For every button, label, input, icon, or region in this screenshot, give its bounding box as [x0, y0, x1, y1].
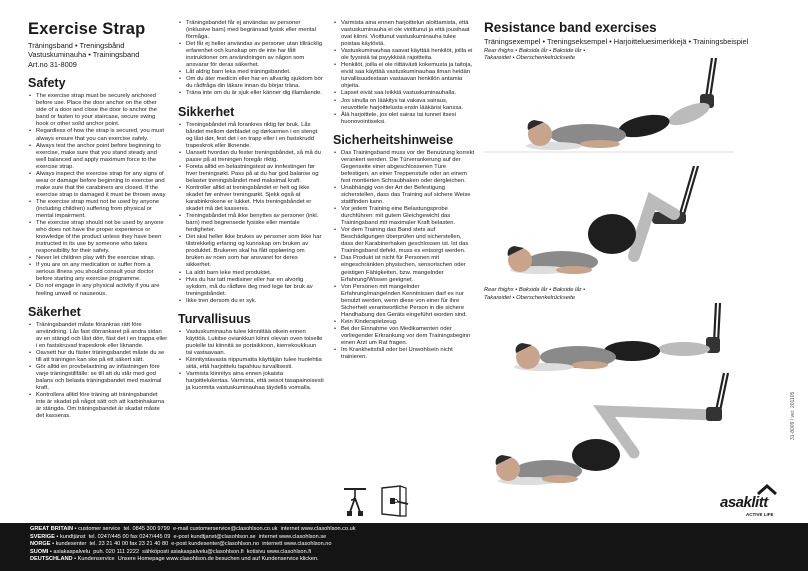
- list-item: • The exercise strap should not be used by anyone who does not have the proper experience or knowledge of the product unless they have been instructed in its use by someone who takes responsibility for their safety.: [28, 220, 168, 255]
- exercises-heading: Resistance band exercises: [484, 20, 657, 35]
- exercise-caption: Rear thighs • Baksida lår • Bakside lår •: [484, 287, 586, 293]
- list-item: • Kiinnitystavasta riippumatta käyttäjän tulee huolehtia siitä, että harjoittelu tapahtuu turvallisesti.: [178, 357, 324, 371]
- list-item: • Always inspect the exercise strap for any signs of wear or damage before beginning to exercise and make sure that the carabiners are closed. If the exercise strap is damaged it must be thrown away.: [28, 171, 168, 199]
- brand-logo: [716, 484, 784, 520]
- exercise-illustration-1: [484, 56, 734, 286]
- list-item: • Det får ej heller användas av personer utan tillräcklig erfarenhet och kunskap om de inte har fått instruktioner om användningen av någon som ansvarar för deras säkerhet.: [178, 41, 324, 69]
- brand-tagline: ACTIVE LIFE: [746, 512, 774, 517]
- safety-heading: Safety: [28, 76, 66, 91]
- brand-name: asaklitt: [720, 494, 768, 511]
- list-item: • Gör alltid en provbelastning av infästningen före varje träningstillfälle: se till att du står med god balans och belasta träningsbandet med maximal kraft.: [28, 364, 168, 392]
- footer-contact-bar: [0, 523, 808, 571]
- exercise-illustration-2: [484, 303, 734, 525]
- list-item: • Oavsett hur du fäster träningsbandet måste du se till att träningen kan ske på ett säkert sätt.: [28, 350, 168, 364]
- door-anchor-icon: [382, 486, 408, 516]
- list-item: • Do not engage in any physical activity if you are feeling unwell or nauseous.: [28, 283, 168, 297]
- footer-email: e-post kundesenter@clasohlson.no: [171, 541, 260, 548]
- list-item: • Kein Kinderspielzeug.: [333, 319, 475, 326]
- list-item: • Always test the anchor point before beginning to exercise, make sure that you stand steady and well balanced and apply maximum force to the exercise strap.: [28, 143, 168, 171]
- list-item: • Varmista aina ennen harjoittelun aloittamista, että vastuskuminauha ei ole vioittunut ja että jousihaat ovat kiinni. Vioittunut vastuskuminauha tulee poistaa käytöstä.: [333, 20, 475, 48]
- list-item: • Kontrollera alltid före träning att träningsbandet inte är skadat på något sätt och att karbinhakarna är stängda. Om träningsbandet är skadat måste det kasseras.: [28, 392, 168, 420]
- list-item: • Vor dem Training das Band stets auf Beschädigungen überprüfen und sicherstellen, dass der Karabinerhaken geschlossen ist. Ist das Trainingsband defekt, muss es entsorgt werden.: [333, 227, 475, 255]
- footer-line: SVERIGE • kundtjänst tel. 0247/445 00 fax 0247/445 09 e-post kundtjanst@clasohlson.se internet www.clasohlson.se: [30, 533, 327, 540]
- exercise-caption: Rear thighs • Baksida lår • Bakside lår •: [484, 48, 586, 54]
- column-3: [333, 20, 475, 361]
- footer-web: internet www.clasohlson.co.uk: [280, 526, 356, 532]
- footer-web: kotisivu www.clasohlson.fi: [246, 548, 312, 555]
- list-item: • Kontroller alltid at treningsbåndet er helt og ikke skadet før enhver treningsøkt. Sjekk også at karabinkrokene er lukket. Hvis treningsbåndet er skadet må det kasseres.: [178, 185, 324, 213]
- footer-country: SUOMI: [30, 548, 49, 555]
- list-item: • Älä harjoittele, jos olet sairas tai tunnet itsesi huonovointiseksi.: [333, 112, 475, 126]
- sakerhet-heading: Säkerhet: [28, 304, 81, 319]
- list-item: • Jos sinulla on lääkitys tai vakava sairaus, neuvottele harjoittelusta ensin lääkärisi kanssa.: [333, 98, 475, 112]
- list-item: • Träna inte om du är sjuk eller känner dig illamående.: [178, 90, 324, 97]
- footer-service: customer service: [78, 526, 121, 532]
- exercise-caption: Takareidet • Oberschenkelrückseite: [484, 55, 576, 61]
- list-item: • Ikke tren dersom du er syk.: [178, 298, 324, 305]
- footer-phone: puh. 020 111 2222: [93, 548, 140, 555]
- column-2: [178, 20, 324, 392]
- footer-country: DEUTSCHLAND: [30, 556, 73, 563]
- list-item: • Uansett hvordan du fester treningsbåndet, så må du passe på at treningen foregår riktig.: [178, 150, 324, 164]
- list-item: • Treningsbåndet må ikke benyttes av personer (inkl. barn) med begrensede fysiske eller mentale ferdigheter.: [178, 213, 324, 234]
- art-code-vertical: 31-8009 / ver. 201105: [790, 391, 796, 440]
- exercise-figure: [484, 58, 734, 153]
- list-item: • Lapset eivät saa leikkiä vastuskuminauhalla.: [333, 90, 475, 97]
- safety-list: [28, 93, 168, 297]
- subtitle-line: Vastuskuminauha • Trainingsband: [28, 50, 140, 60]
- exercise-figure: [496, 373, 728, 485]
- sakerhet-list: [28, 322, 168, 421]
- article-number: Art.no 31-8009: [28, 59, 77, 69]
- footer-service: asiakaspalvelu: [53, 548, 91, 555]
- footer-line: SUOMI • asiakaspalvelu puh. 020 111 2222 sähköposti asiakaspalvelu@clasohlson.fi kotisivu www.clasohlson.fi: [30, 548, 312, 555]
- page-title: Exercise Strap: [28, 20, 146, 38]
- list-item: • Vastuskuminauha tulee kiinnittää oikein ennen käyttöä. Lukitse oviankkuri kiinni olevan oven toiselle puolelle tai kiinnitä se portaikkoon, kierrekoukkuun tai vastaavaan.: [178, 329, 324, 357]
- subtitle-line: Träningsband • Treningsbånd: [28, 41, 125, 50]
- column-1: [28, 20, 168, 420]
- list-item: • Treningsbåndet må forankres riktig før bruk. Lås båndet mellom dørbladet og dørkarmen i en stengt og låst dør, fest det i en trapp eller i en fastskrudd trapeskrok eller liknende.: [178, 122, 324, 150]
- list-item: • The exercise strap must be securely anchored before use. Place the door anchor on the other side of a door and close the door to anchor the band or fasten to your staircase, secure swing hook or other solid anchor point.: [28, 93, 168, 128]
- exercise-figure: [514, 303, 720, 371]
- sikkerhet-heading: Sikkerhet: [178, 104, 235, 119]
- footer-phone: tel. 0845 300 9799: [123, 526, 170, 532]
- sicherheitshinweise-heading: Sicherheitshinweise: [333, 132, 454, 147]
- footer-service: kundtjänst: [59, 533, 86, 540]
- footer-email: sähköposti asiakaspalvelu@clasohlson.fi: [142, 548, 244, 555]
- list-item: • Henkilöt, joilla ei ole riittävästi kokemusta ja taitoja, eivät saa käyttää vastuskuminauhaa ilman heidän turvallisuudestaan vastaavan henkilön antamia ohjeita.: [333, 62, 475, 90]
- footer-service: Kundenservice: [77, 556, 115, 563]
- footer-phone: tel. 23 21 40 00 fax 23 21 40 80: [89, 541, 169, 548]
- footer-country: GREAT BRITAIN: [30, 526, 73, 532]
- list-item: • Never let children play with the exercise strap.: [28, 255, 168, 262]
- list-item: • Låt aldrig barn leka med träningsbandet.: [178, 69, 324, 76]
- list-item: • Varmista kiinnitys aina ennen jokaista harjoittelukertaa. Varmista, että seisot tasapainoisesti ja kuormita vastuskuminauhaa täydellä voimalla.: [178, 371, 324, 392]
- sakerhet-list-continued: [178, 20, 324, 98]
- list-item: • Hvis du har tatt medisiner eller har en alvorlig sykdom, må du rådføre deg med lege før bruk av treningsbåndet.: [178, 277, 324, 298]
- anchor-illustrations: [342, 484, 412, 518]
- list-item: • La aldri barn leke med produktet.: [178, 270, 324, 277]
- list-item: • Bei der Einnahme von Medikamenten oder vorliegender Erkrankung vor dem Trainingsbeginn einen Arzt um Rat fragen.: [333, 326, 475, 347]
- turvallisuus-list: [178, 329, 324, 392]
- footer-line: DEUTSCHLAND • Kundenservice Unsere Homepage www.clasohlson.de besuchen und auf Kundenservice klicken.: [30, 556, 319, 563]
- footer-web: internett www.clasohlson.no: [262, 541, 332, 548]
- sikkerhet-list: [178, 122, 324, 305]
- list-item: • Träningsbandet får ej användas av personer (inklusive barn) med begränsad fysisk eller mental förmåga.: [178, 20, 324, 41]
- footer-line: NORGE • kundesenter tel. 23 21 40 00 fax 23 21 40 80 e-post kundesenter@clasohlson.no internett www.clasohlson.no: [30, 541, 332, 548]
- footer-email: e-post kundtjanst@clasohlson.se: [173, 533, 256, 540]
- footer-country: SVERIGE: [30, 533, 55, 540]
- sicherheitshinweise-list: [333, 150, 475, 361]
- list-item: • Foreta alltid en belastningstest av innfestingen før hver treningsøkt. Pass på at du har god balanse og belaster treningsbåndet med maksimal kraft.: [178, 164, 324, 185]
- footer-service: kundesenter: [55, 541, 87, 548]
- list-item: • Om du äter medicin eller har en allvarlig sjukdom bör du rådfråga din läkare innan du börjar träna.: [178, 76, 324, 90]
- footer-country: NORGE: [30, 541, 51, 548]
- footer-web: internet www.clasohlson.se: [258, 533, 327, 540]
- footer-email: Unsere Homepage www.clasohlson.de besuchen und auf Kundenservice klicken.: [117, 556, 319, 563]
- list-item: • Regardless of how the strap is secured, you must always ensure that you can exercise safely.: [28, 128, 168, 142]
- turvallisuus-list-continued: [333, 20, 475, 126]
- list-item: • Im Krankheitsfall oder bei Unwohlsein nicht trainieren.: [333, 347, 475, 361]
- list-item: • Träningsbandet måste förankras rätt före användning. Lås fast dörrankaret på andra sidan av en stängd och låst dörr, fäst det i en trappa eller i en fastskruvad trapeskrok eller liknande.: [28, 322, 168, 350]
- list-item: • Von Personen mit mangelnder Erfahrung/mangelnden Kenntnissen darf es nur benutzt werden, wenn diese von einer für ihre Sicherheit verantwortliche Person in die sichere Handhabung des Geräts eingeführt worden sind.: [333, 284, 475, 319]
- list-item: • Det skal heller ikke brukes av personer som ikke har tilstrekkelig erfaring og kunnskap om bruken av produktet. Brukeren skal ha fått opplæring om bruken av noen som har ansvaret for deres sikkerhet.: [178, 234, 324, 269]
- list-item: • Vastuskuminauhaa saavat käyttää henkilöt, joilla ei ole fyysisiä tai psyykkisiä rajoitteita.: [333, 48, 475, 62]
- list-item: • Das Trainingsband muss vor der Benutzung korrekt verankert werden. Die Türverankerung auf der Gegenseite einer abgeschlossenen Türe befestigen, an einer Treppenstufe oder an einem fest montierten Schraubhaken oder dergleichen.: [333, 150, 475, 185]
- footer-email: e-mail customerservice@clasohlson.co.uk: [172, 526, 278, 532]
- footer-line: GREAT BRITAIN • customer service tel. 0845 300 9799 e-mail customerservice@clasohlson.co.uk internet www.clasohlson.co.uk: [30, 526, 356, 532]
- list-item: • Unabhängig von der Art der Befestigung sicherstellen, dass das Training auf sichere Weise stattfinden kann.: [333, 185, 475, 206]
- list-item: • The exercise strap must not be used by anyone (including children) suffering from physical or mental impairment.: [28, 199, 168, 220]
- exercise-figure: [508, 166, 698, 274]
- exercise-caption: Takareidet • Oberschenkelrückseite: [484, 295, 576, 301]
- list-item: • Vor jedem Training eine Belastungsprobe durchführen: mit gutem Gleichgewicht das Trainingsband mit maximaler Kraft belasten.: [333, 206, 475, 227]
- list-item: • Das Produkt ist nicht für Personen mit eingeschränkten physischen, sensorischen oder geistigen Fähigkeiten, bzw. mangelnder Erfahrung/Wissen geeignet.: [333, 255, 475, 283]
- exercises-languages: Träningsexempel • Treningseksempel • Harjoitteluesimerkkejä • Trainingsbeispiel: [484, 37, 749, 46]
- hook-anchor-icon: [344, 488, 366, 516]
- list-item: • If you are on any medication or suffer from a serious illness you should consult your doctor before starting any exercise programme.: [28, 262, 168, 283]
- turvallisuus-heading: Turvallisuus: [178, 311, 251, 326]
- footer-phone: tel. 0247/445 00 fax 0247/445 09: [88, 533, 171, 540]
